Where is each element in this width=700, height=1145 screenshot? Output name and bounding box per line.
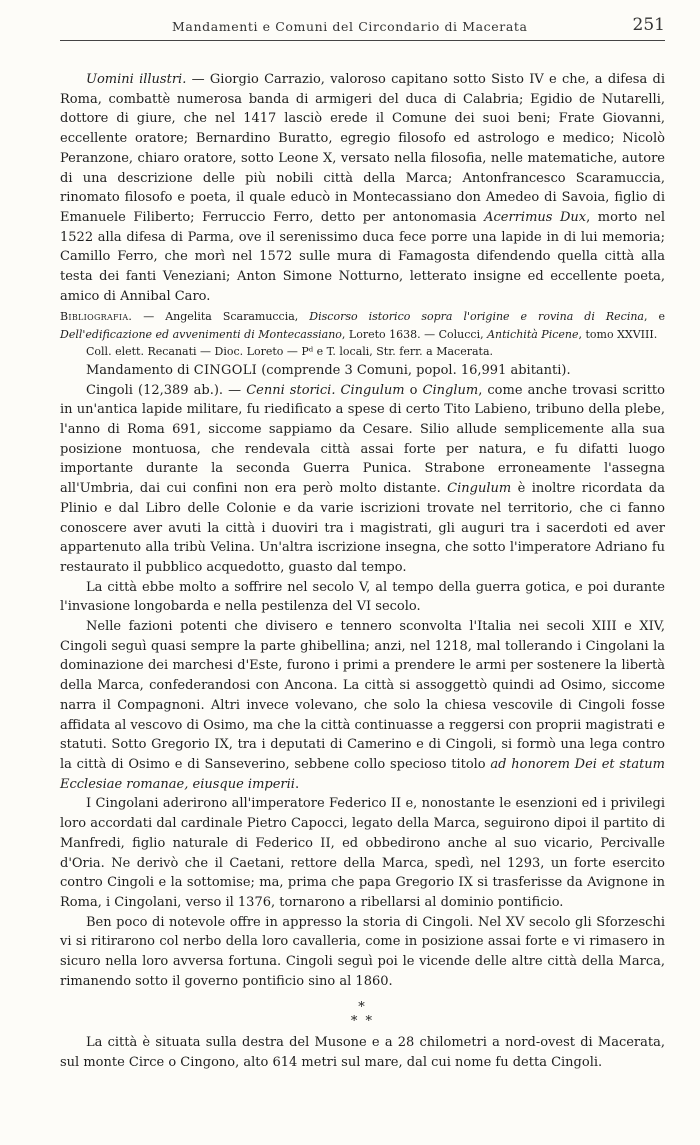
cingoli-paragraph-3: Nelle fazioni potenti che divisero e tennero sconvolta l'Italia nei secoli XIII e XIV, Cingoli seguì quasi sempre la parte ghibellina; anzi, nel 1218, mal tollerando i Cingolani la dominazione dei marchesi d'Este, furono i primi a prendere le armi per sostenere la libertà della Marca, confederandosi con Ancona. La città si assoggettò quindi ad Osimo, siccome narra il Compagnoni. Altri invece volevano, che solo la chiesa vescovile di Cingoli fosse affidata al vescovo di Osimo, ma che la città continuasse a reggersi con proprii magistrati e statuti. Sotto Gregorio IX, tra i deputati di Camerino e di Cingoli, si formò una lega contro la città di Osimo e di Sanseverino, sebbene collo specioso titolo ad honorem Dei et statum Ecclesiae romanae, eiusque imperii.	[60, 619, 666, 792]
body-text	[60, 70, 665, 1073]
cingoli-paragraph-2: La città ebbe molto a soffrire nel secolo V, al tempo della guerra gotica, e poi durante l'invasione longobarda e nella pestilenza del VI secolo.	[60, 579, 665, 615]
bibliography-admin-line: Coll. elett. Recanati — Dioc. Loreto — Pᵈ e T. locali, Str. ferr. a Macerata.	[86, 345, 493, 359]
bibliography-label: Bibliografia.	[60, 310, 133, 324]
mandamento-heading: Mandamento di CINGOLI (comprende 3 Comuni, popol. 16,991 abitanti).	[86, 362, 571, 378]
page-header	[60, 16, 665, 41]
cingoli-paragraph-1: Cingoli (12,389 ab.). — Cenni storici. Cingulum o Cinglum, come anche trovasi scritto in un'antica lapide militare, fu riedificato a spese di certo Tito Labieno, tribuno della plebe, l'anno di Roma 691, siccome sappiamo da Cesare. Silio allude semplicemente alla sua posizione montuosa, che rendevala città assai forte per natura, e fu difatti luogo importante durante la seconda Guerra Punica. Strabone erroneamente l'assegna all'Umbria, dai cui confini non era però molto distante. Cingulum è inoltre ricordata da Plinio e dal Libro delle Colonie e da varie iscrizioni trovate nel territorio, che ci fanno conoscere aver avuti la città i duoviri tra i magistrati, gli auguri tra i sacerdoti ed aver appartenuto alla tribù Velina. Un'altra iscrizione insegna, che sotto l'imperatore Adriano fu restaurato il pubblico acquedotto, guasto dal tempo.	[60, 382, 665, 575]
cingoli-paragraph-6: La città è situata sulla destra del Musone e a 28 chilometri a nord-ovest di Macerata, sul monte Circe o Cingono, alto 614 metri sul mare, dal cui nome fu detta Cingoli.	[60, 1035, 665, 1071]
uomini-illustri-paragraph: Uomini illustri. — Giorgio Carrazio, valoroso capitano sotto Sisto IV e che, a difesa di Roma, combattè numerosa banda di armigeri del duca di Calabria; Egidio de Nutarelli, dottore di giure, che nel 1417 lasciò erede il Comune dei suoi beni; Frate Giovanni, eccellente oratore; Bernardino Buratto, egregio filosofo ed astrologo e medico; Nicolò Peranzone, chiaro oratore, sotto Leone X, versato nella filosofia, nelle matematiche, autore di una descrizione delle più nobili città della Marca; Antonfrancesco Scaramuccia, rinomato filosofo e poeta, il quale educò in Montecassiano don Amedeo di Savoia, figlio di Emanuele Filiberto; Ferruccio Ferro, detto per antonomasia Acerrimus Dux, morto nel 1522 alla difesa di Parma, ove il serenissimo duca fece porre una lapide in di lui memoria; Camillo Ferro, che morì nel 1572 sulle mura di Famagosta difendendo quella città alla testa dei fanti Veneziani; Anton Simone Notturno, letterato insigne ed eccellente poeta, amico di Annibal Caro.	[60, 72, 665, 304]
mandamento-name: CINGOLI	[193, 362, 258, 378]
cingoli-paragraph-5: Ben poco di notevole offre in appresso la storia di Cingoli. Nel XV secolo gli Sforzeschi vi si ritirarono col nerbo della loro cavalleria, come in posizione assai forte e vi rimasero in sicuro nella loro avversa fortuna. Cingoli seguì poi le vicende delle altre città della Marca, rimanendo sotto il governo pontificio sino al 1860.	[60, 914, 665, 989]
cingoli-paragraph-4: I Cingolani aderirono all'imperatore Federico II e, nonostante le esenzioni ed i privilegi loro accordati dal cardinale Pietro Capocci, legato della Marca, seguirono dipoi il partito di Manfredi, figlio naturale di Federico II, ed obbedirono anche al suo vicario, Percivalle d'Oria. Ne derivò che il Caetani, rettore della Marca, spedì, nel 1293, un forte esercito contro Cingoli e la sottomise; ma, prima che papa Gregorio IX si trasferisse da Avignone in Roma, i Cingolani, verso il 1376, tornarono a ribellarsi al dominio pontificio.	[60, 796, 665, 910]
page-number: 251	[632, 15, 665, 35]
section-lead: Uomini illustri.	[86, 72, 187, 87]
bibliography: Bibliografia. — Angelita Scaramuccia, Discorso istorico sopra l'origine e rovina di Recina, e Dell'edificazione ed avvenimenti di Montecassiano, Loreto 1638. — Colucci, Antichità Picene, tomo XXVIII. Coll. elett. Recanati — Dioc. Loreto — Pᵈ e T. locali, Str. ferr. a Macerata.	[60, 308, 665, 361]
running-title: Mandamenti e Comuni del Circondario di Macerata	[172, 19, 528, 34]
asterism-divider: * * *	[350, 1000, 375, 1030]
